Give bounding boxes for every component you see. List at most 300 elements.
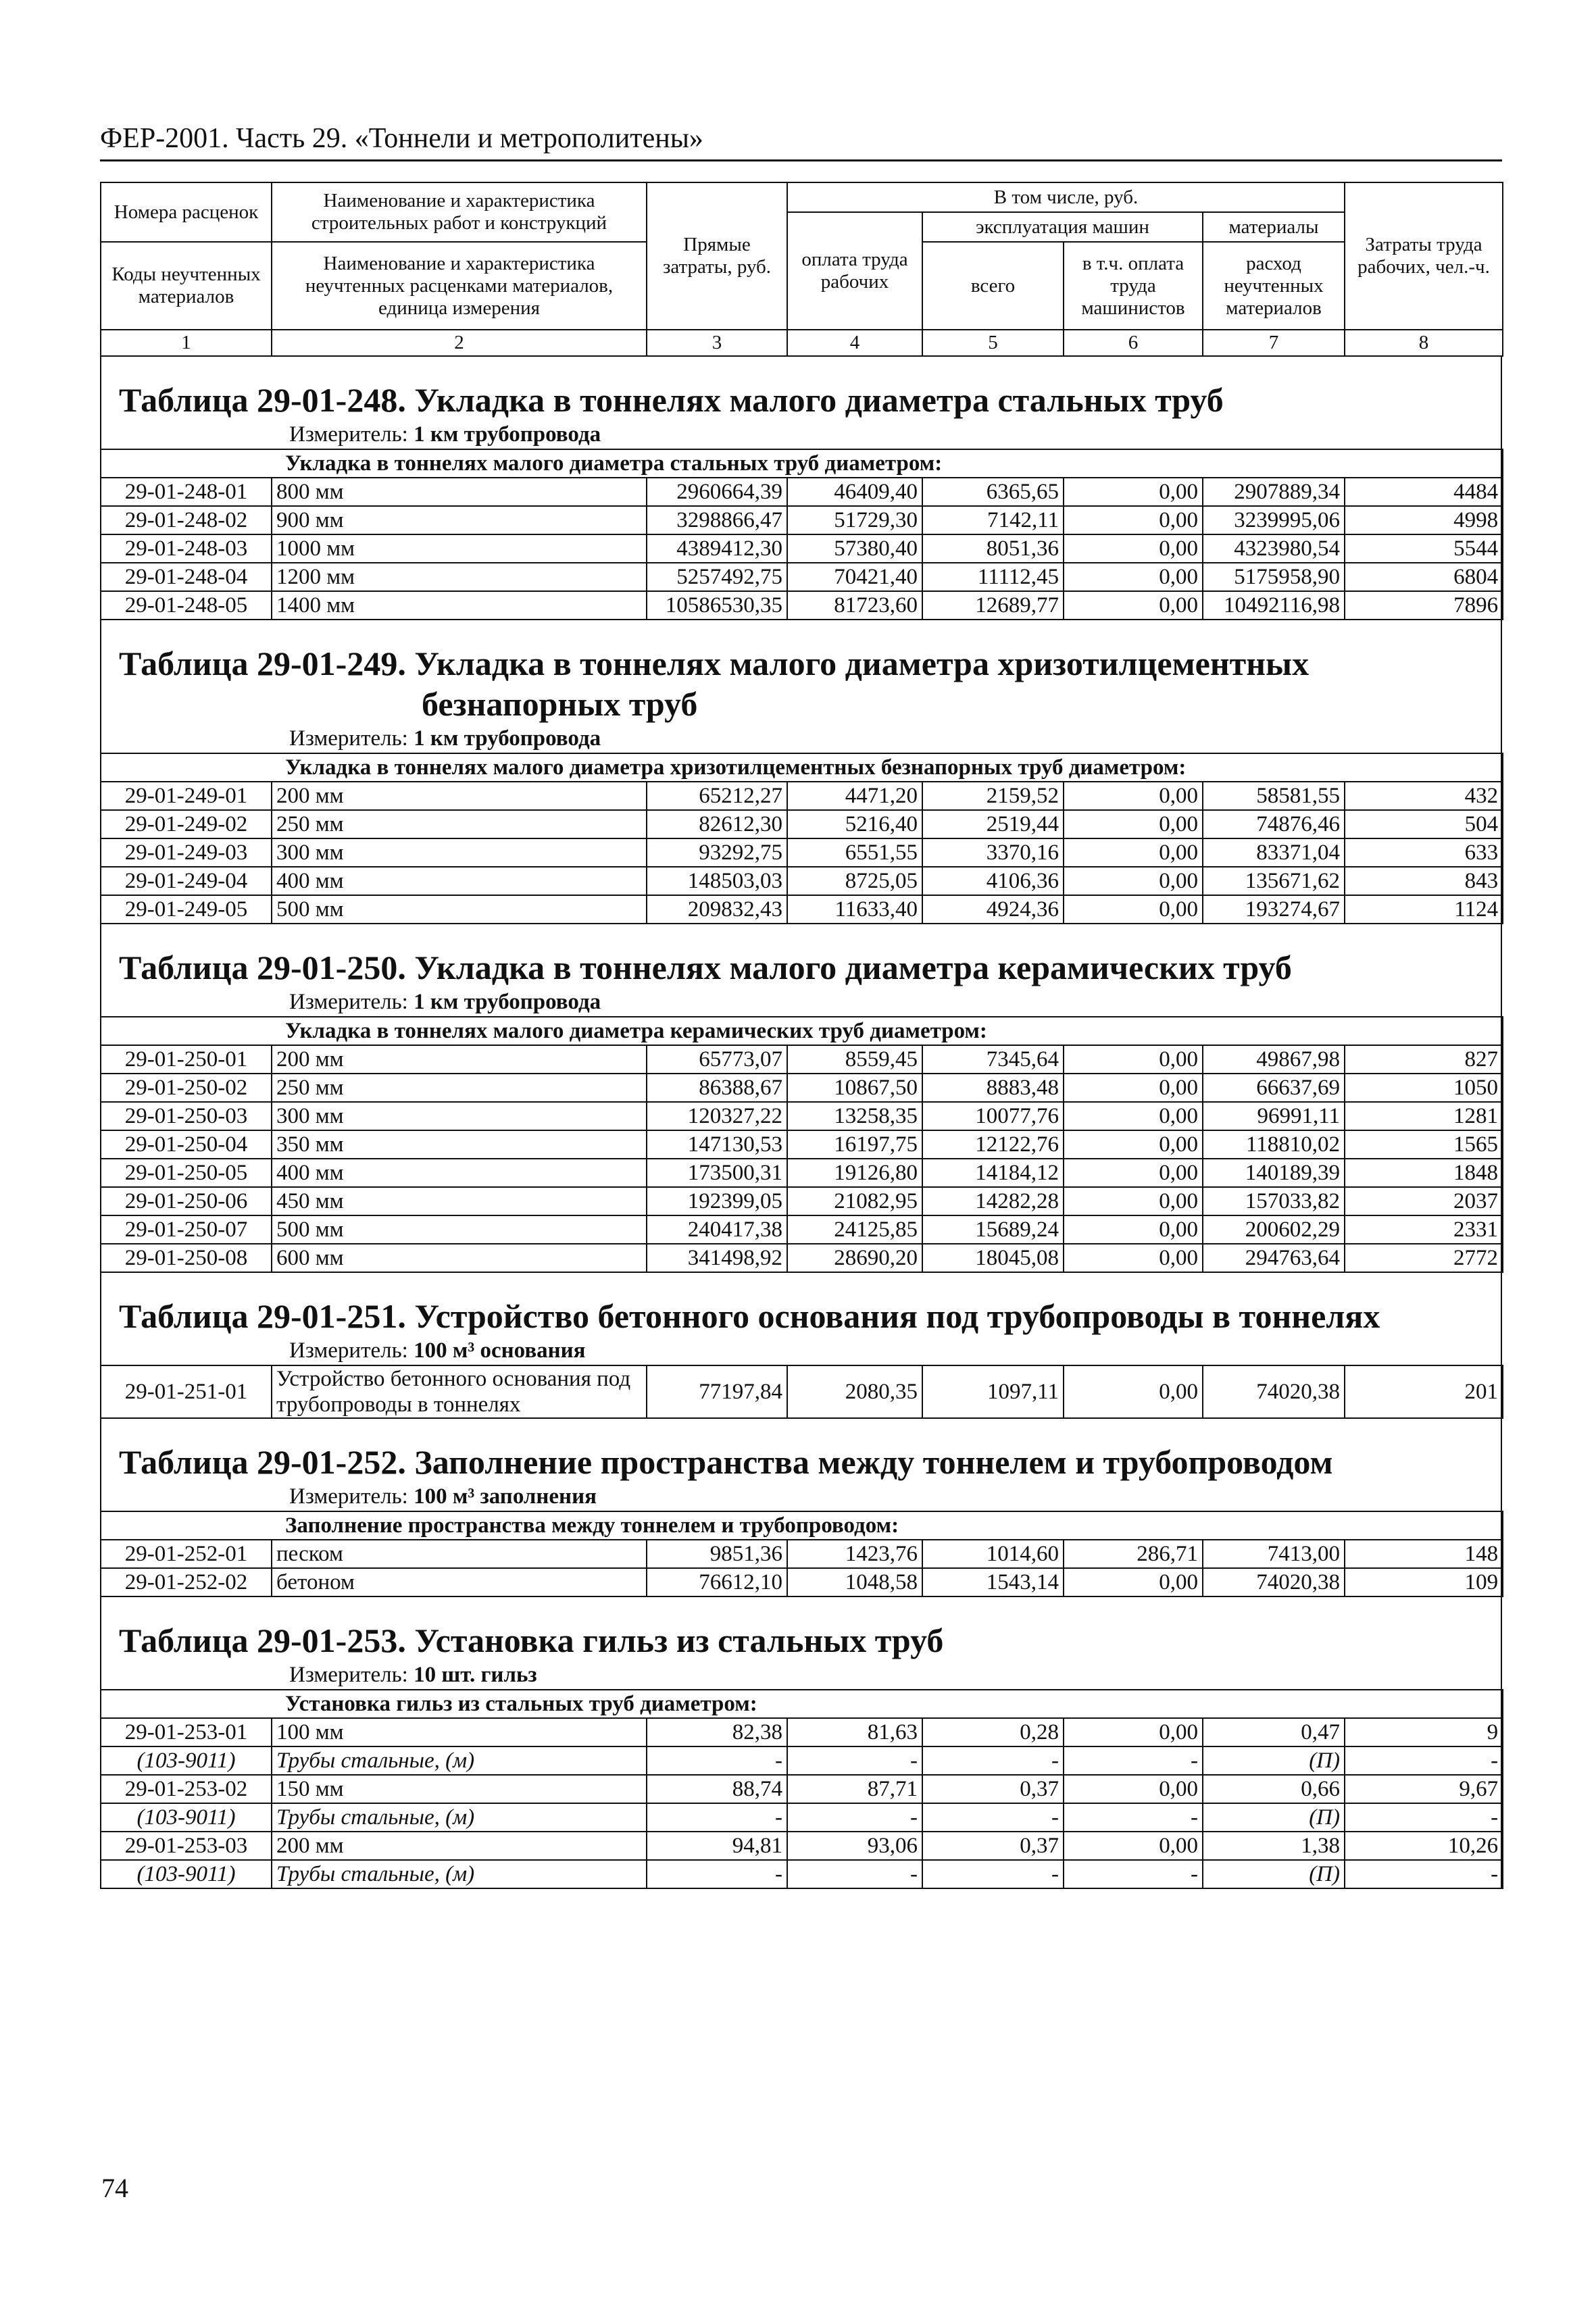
value-cell: 12689,77 (922, 591, 1064, 620)
col-machines-header: эксплуатация машин (922, 212, 1203, 242)
value-cell: 1281 (1345, 1102, 1503, 1130)
value-cell: 0,00 (1064, 1159, 1203, 1187)
page-number: 74 (101, 2173, 128, 2203)
value-cell: 8051,36 (922, 534, 1064, 563)
unit-value: 100 м³ основания (414, 1338, 586, 1363)
value-cell: 4998 (1345, 506, 1503, 534)
value-cell: (П) (1203, 1746, 1345, 1775)
value-cell: 9851,36 (647, 1540, 787, 1568)
value-cell: 633 (1345, 838, 1503, 867)
value-cell: 6804 (1345, 563, 1503, 591)
value-cell: 0,00 (1064, 534, 1203, 563)
value-cell: 0,00 (1064, 895, 1203, 924)
table-row (101, 1832, 1503, 1860)
value-cell: 1014,60 (922, 1540, 1064, 1568)
value-cell: - (647, 1746, 787, 1775)
value-cell: 24125,85 (787, 1215, 922, 1244)
value-cell: 118810,02 (1203, 1130, 1345, 1159)
table-subheading: Заполнение пространства между тоннелем и трубопроводом: (101, 1511, 1503, 1540)
value-cell: 843 (1345, 867, 1503, 895)
value-cell: 0,00 (1064, 1832, 1203, 1860)
item-name-cell: песком (272, 1540, 647, 1568)
value-cell: 46409,40 (787, 478, 922, 506)
rate-table-section (100, 1273, 1502, 1419)
value-cell: 0,00 (1064, 782, 1203, 810)
value-cell: 0,00 (1064, 838, 1203, 867)
value-cell: - (787, 1746, 922, 1775)
value-cell: 16197,75 (787, 1130, 922, 1159)
value-cell: 0,00 (1064, 1244, 1203, 1272)
value-cell: 0,00 (1064, 1045, 1203, 1074)
value-cell: 10867,50 (787, 1074, 922, 1102)
item-name-cell: 200 мм (272, 782, 647, 810)
value-cell: (П) (1203, 1803, 1345, 1832)
rate-code-cell: 29-01-252-01 (101, 1540, 272, 1568)
col-material-use-header: расход неучтенных материалов (1203, 242, 1345, 330)
col-number-header: Номера расценок (101, 182, 272, 242)
value-cell: - (647, 1803, 787, 1832)
table-title-text: Таблица 29-01-250. Укладка в тоннелях малого диаметра керамических труб (119, 949, 1292, 986)
table-row (101, 838, 1503, 867)
item-name-cell: 250 мм (272, 810, 647, 838)
value-cell: 93,06 (787, 1832, 922, 1860)
table-title-text: Таблица 29-01-251. Устройство бетонного основания под трубопроводы в тоннелях (119, 1297, 1380, 1335)
value-cell: - (922, 1860, 1064, 1888)
table-row (101, 1187, 1503, 1215)
value-cell: 2080,35 (787, 1365, 922, 1418)
rate-code-cell: (103-9011) (101, 1803, 272, 1832)
value-cell: 88,74 (647, 1775, 787, 1803)
value-cell: 0,00 (1064, 867, 1203, 895)
col-num-1: 1 (101, 330, 272, 356)
value-cell: 4389412,30 (647, 534, 787, 563)
item-name-cell: 800 мм (272, 478, 647, 506)
col-num-7: 7 (1203, 330, 1345, 356)
value-cell: - (1064, 1746, 1203, 1775)
table-row (101, 506, 1503, 534)
value-cell: 19126,80 (787, 1159, 922, 1187)
table-subheading: Укладка в тоннелях малого диаметра хризотилцементных безнапорных труб диаметром: (101, 753, 1503, 782)
value-cell: 2907889,34 (1203, 478, 1345, 506)
value-cell: 209832,43 (647, 895, 787, 924)
value-cell: 70421,40 (787, 563, 922, 591)
item-name-cell: 450 мм (272, 1187, 647, 1215)
value-cell: 120327,22 (647, 1102, 787, 1130)
value-cell: 74020,38 (1203, 1568, 1345, 1596)
value-cell: 4471,20 (787, 782, 922, 810)
value-cell: 1,38 (1203, 1832, 1345, 1860)
item-name-cell: 400 мм (272, 867, 647, 895)
rate-table-section (100, 1419, 1502, 1597)
rate-code-cell: 29-01-250-03 (101, 1102, 272, 1130)
item-name-cell: бетоном (272, 1568, 647, 1596)
item-name-cell: 500 мм (272, 1215, 647, 1244)
table-row (101, 1365, 1503, 1418)
value-cell: - (1345, 1860, 1503, 1888)
value-cell: - (787, 1803, 922, 1832)
rate-code-cell: 29-01-253-01 (101, 1718, 272, 1746)
unit-value: 1 км трубопровода (414, 422, 601, 447)
value-cell: 0,37 (922, 1775, 1064, 1803)
table-title (101, 1419, 1501, 1482)
table-row (101, 895, 1503, 924)
table-title (101, 1273, 1501, 1336)
value-cell: 93292,75 (647, 838, 787, 867)
value-cell: 1124 (1345, 895, 1503, 924)
value-cell: 14184,12 (922, 1159, 1064, 1187)
table-row (101, 534, 1503, 563)
table-title-text: Таблица 29-01-249. Укладка в тоннелях малого диаметра хризотилцементных (119, 645, 1310, 682)
rate-code-cell: 29-01-249-03 (101, 838, 272, 867)
item-name-cell: 250 мм (272, 1074, 647, 1102)
value-cell: 66637,69 (1203, 1074, 1345, 1102)
item-name-cell: 1400 мм (272, 591, 647, 620)
unit-label: Измеритель: (289, 1484, 414, 1509)
value-cell: 7142,11 (922, 506, 1064, 534)
value-cell: 4924,36 (922, 895, 1064, 924)
col-direct-costs-header: Прямые затраты, руб. (647, 182, 787, 330)
value-cell: 81,63 (787, 1718, 922, 1746)
value-cell: 58581,55 (1203, 782, 1345, 810)
value-cell: - (922, 1746, 1064, 1775)
rate-code-cell: 29-01-250-08 (101, 1244, 272, 1272)
rate-table (100, 1511, 1503, 1597)
item-name-cell: 200 мм (272, 1832, 647, 1860)
item-name-cell: Трубы стальные, (м) (272, 1803, 647, 1832)
value-cell: 4106,36 (922, 867, 1064, 895)
value-cell: 200602,29 (1203, 1215, 1345, 1244)
unit-value: 100 м³ заполнения (414, 1484, 597, 1509)
rate-table (100, 1689, 1503, 1889)
rate-code-cell: 29-01-250-07 (101, 1215, 272, 1244)
table-row (101, 782, 1503, 810)
value-cell: 9,67 (1345, 1775, 1503, 1803)
value-cell: - (1064, 1860, 1203, 1888)
table-subheading: Укладка в тоннелях малого диаметра керамических труб диаметром: (101, 1017, 1503, 1045)
value-cell: 49867,98 (1203, 1045, 1345, 1074)
table-unit-of-measure (101, 1661, 1501, 1689)
rate-code-cell: 29-01-249-01 (101, 782, 272, 810)
rate-code-cell: 29-01-248-05 (101, 591, 272, 620)
rate-code-cell: 29-01-250-05 (101, 1159, 272, 1187)
table-unit-of-measure (101, 1336, 1501, 1365)
value-cell: - (1345, 1746, 1503, 1775)
value-cell: 1565 (1345, 1130, 1503, 1159)
table-row (101, 1215, 1503, 1244)
value-cell: 0,37 (922, 1832, 1064, 1860)
table-row (101, 478, 1503, 506)
value-cell: 4323980,54 (1203, 534, 1345, 563)
value-cell: 2772 (1345, 1244, 1503, 1272)
value-cell: 2037 (1345, 1187, 1503, 1215)
table-unit-of-measure (101, 988, 1501, 1016)
col-num-3: 3 (647, 330, 787, 356)
rate-code-cell: 29-01-248-02 (101, 506, 272, 534)
value-cell: 11633,40 (787, 895, 922, 924)
value-cell: 173500,31 (647, 1159, 787, 1187)
table-row (101, 1130, 1503, 1159)
value-cell: 10492116,98 (1203, 591, 1345, 620)
value-cell: 3370,16 (922, 838, 1064, 867)
table-row (101, 1803, 1503, 1832)
rate-code-cell: 29-01-250-06 (101, 1187, 272, 1215)
unit-value: 1 км трубопровода (414, 726, 601, 751)
rate-code-cell: 29-01-248-03 (101, 534, 272, 563)
value-cell: 201 (1345, 1365, 1503, 1418)
value-cell: 135671,62 (1203, 867, 1345, 895)
value-cell: 5216,40 (787, 810, 922, 838)
value-cell: 82612,30 (647, 810, 787, 838)
rate-code-cell: 29-01-249-05 (101, 895, 272, 924)
table-title-text: Таблица 29-01-253. Установка гильз из стальных труб (119, 1621, 944, 1659)
item-name-cell: 300 мм (272, 838, 647, 867)
value-cell: 1423,76 (787, 1540, 922, 1568)
value-cell: 3239995,06 (1203, 506, 1345, 534)
value-cell: 0,00 (1064, 1775, 1203, 1803)
value-cell: 1848 (1345, 1159, 1503, 1187)
value-cell: - (647, 1860, 787, 1888)
table-row (101, 1102, 1503, 1130)
rate-code-cell: (103-9011) (101, 1746, 272, 1775)
unit-label: Измеритель: (289, 1663, 414, 1687)
value-cell: 77197,84 (647, 1365, 787, 1418)
table-title (101, 357, 1501, 420)
unit-label: Измеритель: (289, 1338, 414, 1363)
value-cell: 0,00 (1064, 1130, 1203, 1159)
value-cell: 2960664,39 (647, 478, 787, 506)
value-cell: 13258,35 (787, 1102, 922, 1130)
value-cell: 504 (1345, 810, 1503, 838)
rate-code-cell: 29-01-250-01 (101, 1045, 272, 1074)
value-cell: 8883,48 (922, 1074, 1064, 1102)
item-name-cell: 350 мм (272, 1130, 647, 1159)
value-cell: 341498,92 (647, 1244, 787, 1272)
unit-value: 1 км трубопровода (414, 990, 601, 1014)
table-row (101, 563, 1503, 591)
item-name-cell: 300 мм (272, 1102, 647, 1130)
value-cell: 6365,65 (922, 478, 1064, 506)
item-name-cell: 900 мм (272, 506, 647, 534)
table-title-text: Таблица 29-01-252. Заполнение пространства между тоннелем и трубопроводом (119, 1443, 1333, 1481)
value-cell: 0,00 (1064, 810, 1203, 838)
value-cell: 432 (1345, 782, 1503, 810)
value-cell: 94,81 (647, 1832, 787, 1860)
value-cell: 0,00 (1064, 1187, 1203, 1215)
col-machines-total-header: всего (922, 242, 1064, 330)
table-row (101, 1718, 1503, 1746)
col-operator-wages-header: в т.ч. оплата труда машинистов (1064, 242, 1203, 330)
col-group-header: В том числе, руб. (787, 182, 1345, 212)
tables-container (100, 357, 1502, 1889)
item-name-cell: Устройство бетонного основания под трубопроводы в тоннелях (272, 1365, 647, 1418)
value-cell: 83371,04 (1203, 838, 1345, 867)
item-name-cell: 150 мм (272, 1775, 647, 1803)
item-name-cell: Трубы стальные, (м) (272, 1860, 647, 1888)
value-cell: 10586530,35 (647, 591, 787, 620)
col-num-4: 4 (787, 330, 922, 356)
value-cell: 51729,30 (787, 506, 922, 534)
value-cell: 0,00 (1064, 1718, 1203, 1746)
value-cell: 14282,28 (922, 1187, 1064, 1215)
table-title-text: Таблица 29-01-248. Укладка в тоннелях малого диаметра стальных труб (119, 381, 1224, 419)
value-cell: 0,00 (1064, 1568, 1203, 1596)
value-cell: 0,00 (1064, 591, 1203, 620)
value-cell: 0,28 (922, 1718, 1064, 1746)
value-cell: 0,00 (1064, 563, 1203, 591)
value-cell: 148503,03 (647, 867, 787, 895)
value-cell: 21082,95 (787, 1187, 922, 1215)
value-cell: - (1345, 1803, 1503, 1832)
rate-table-section (100, 1597, 1502, 1889)
item-name-cell: 1200 мм (272, 563, 647, 591)
running-header: ФЕР-2001. Часть 29. «Тоннели и метрополитены» (100, 122, 1502, 161)
value-cell: 8559,45 (787, 1045, 922, 1074)
value-cell: 1050 (1345, 1074, 1503, 1102)
value-cell: 1543,14 (922, 1568, 1064, 1596)
column-header-table (100, 182, 1503, 357)
value-cell: 9 (1345, 1718, 1503, 1746)
value-cell: 192399,05 (647, 1187, 787, 1215)
value-cell: 12122,76 (922, 1130, 1064, 1159)
value-cell: 96991,11 (1203, 1102, 1345, 1130)
table-row (101, 1860, 1503, 1888)
col-labor-hours-header: Затраты труда рабочих, чел.-ч. (1345, 182, 1503, 330)
table-row (101, 591, 1503, 620)
table-row (101, 1746, 1503, 1775)
rate-table-section (100, 924, 1502, 1273)
value-cell: 7413,00 (1203, 1540, 1345, 1568)
value-cell: 86388,67 (647, 1074, 787, 1102)
table-row (101, 1159, 1503, 1187)
value-cell: 0,66 (1203, 1775, 1345, 1803)
table-unit-of-measure (101, 724, 1501, 753)
value-cell: 87,71 (787, 1775, 922, 1803)
table-title-continuation: безнапорных труб (422, 685, 698, 723)
rate-code-cell: 29-01-251-01 (101, 1365, 272, 1418)
table-title (101, 924, 1501, 988)
value-cell: 81723,60 (787, 591, 922, 620)
value-cell: - (1064, 1803, 1203, 1832)
value-cell: 1097,11 (922, 1365, 1064, 1418)
value-cell: 2159,52 (922, 782, 1064, 810)
col-num-5: 5 (922, 330, 1064, 356)
col-num-8: 8 (1345, 330, 1503, 356)
rate-code-cell: 29-01-248-01 (101, 478, 272, 506)
value-cell: 74876,46 (1203, 810, 1345, 838)
item-name-cell: 1000 мм (272, 534, 647, 563)
value-cell: 5175958,90 (1203, 563, 1345, 591)
value-cell: 148 (1345, 1540, 1503, 1568)
value-cell: 240417,38 (647, 1215, 787, 1244)
value-cell: 0,00 (1064, 1215, 1203, 1244)
item-name-cell: Трубы стальные, (м) (272, 1746, 647, 1775)
value-cell: 193274,67 (1203, 895, 1345, 924)
rate-code-cell: 29-01-250-02 (101, 1074, 272, 1102)
item-name-cell: 200 мм (272, 1045, 647, 1074)
value-cell: 0,00 (1064, 478, 1203, 506)
table-row (101, 1540, 1503, 1568)
col-num-6: 6 (1064, 330, 1203, 356)
value-cell: (П) (1203, 1860, 1345, 1888)
value-cell: - (787, 1860, 922, 1888)
col-num-2: 2 (272, 330, 647, 356)
value-cell: 3298866,47 (647, 506, 787, 534)
rate-table (100, 449, 1503, 620)
value-cell: 0,00 (1064, 506, 1203, 534)
value-cell: 8725,05 (787, 867, 922, 895)
unit-value: 10 шт. гильз (414, 1663, 537, 1687)
value-cell: 15689,24 (922, 1215, 1064, 1244)
rate-table (100, 753, 1503, 924)
value-cell: 10077,76 (922, 1102, 1064, 1130)
value-cell: 5544 (1345, 534, 1503, 563)
document-page (100, 122, 1502, 1889)
table-unit-of-measure (101, 420, 1501, 449)
value-cell: 7345,64 (922, 1045, 1064, 1074)
col-wages-header: оплата труда рабочих (787, 212, 922, 330)
rate-code-cell: 29-01-249-02 (101, 810, 272, 838)
value-cell: 2331 (1345, 1215, 1503, 1244)
value-cell: 65212,27 (647, 782, 787, 810)
rate-table-section (100, 620, 1502, 924)
unit-label: Измеритель: (289, 990, 414, 1014)
table-unit-of-measure (101, 1482, 1501, 1511)
unit-label: Измеритель: (289, 422, 414, 447)
rate-table (100, 1016, 1503, 1273)
value-cell: 57380,40 (787, 534, 922, 563)
table-subheading: Установка гильз из стальных труб диаметром: (101, 1690, 1503, 1718)
value-cell: 157033,82 (1203, 1187, 1345, 1215)
value-cell: 28690,20 (787, 1244, 922, 1272)
value-cell: 1048,58 (787, 1568, 922, 1596)
value-cell: 140189,39 (1203, 1159, 1345, 1187)
item-name-cell: 600 мм (272, 1244, 647, 1272)
table-row (101, 867, 1503, 895)
rate-code-cell: 29-01-253-03 (101, 1832, 272, 1860)
value-cell: 76612,10 (647, 1568, 787, 1596)
value-cell: 82,38 (647, 1718, 787, 1746)
rate-code-cell: 29-01-252-02 (101, 1568, 272, 1596)
rate-table-section (100, 357, 1502, 620)
table-row (101, 1775, 1503, 1803)
item-name-cell: 500 мм (272, 895, 647, 924)
rate-code-cell: (103-9011) (101, 1860, 272, 1888)
value-cell: 2519,44 (922, 810, 1064, 838)
rate-table (100, 1365, 1503, 1419)
value-cell: 294763,64 (1203, 1244, 1345, 1272)
col-name-header: Наименование и характеристика строительных работ и конструкций (272, 182, 647, 242)
value-cell: 4484 (1345, 478, 1503, 506)
table-title (101, 620, 1501, 724)
table-row (101, 1568, 1503, 1596)
item-name-cell: 100 мм (272, 1718, 647, 1746)
value-cell: 0,00 (1064, 1102, 1203, 1130)
value-cell: - (922, 1803, 1064, 1832)
value-cell: 74020,38 (1203, 1365, 1345, 1418)
value-cell: 65773,07 (647, 1045, 787, 1074)
value-cell: 18045,08 (922, 1244, 1064, 1272)
col-material-codes-header: Коды неучтенных материалов (101, 242, 272, 330)
table-row (101, 1045, 1503, 1074)
table-row (101, 1244, 1503, 1272)
value-cell: 10,26 (1345, 1832, 1503, 1860)
value-cell: 6551,55 (787, 838, 922, 867)
value-cell: 0,47 (1203, 1718, 1345, 1746)
col-material-name-header: Наименование и характеристика неучтенных расценками материалов, единица измерения (272, 242, 647, 330)
value-cell: 286,71 (1064, 1540, 1203, 1568)
table-row (101, 1074, 1503, 1102)
col-materials-header: материалы (1203, 212, 1345, 242)
